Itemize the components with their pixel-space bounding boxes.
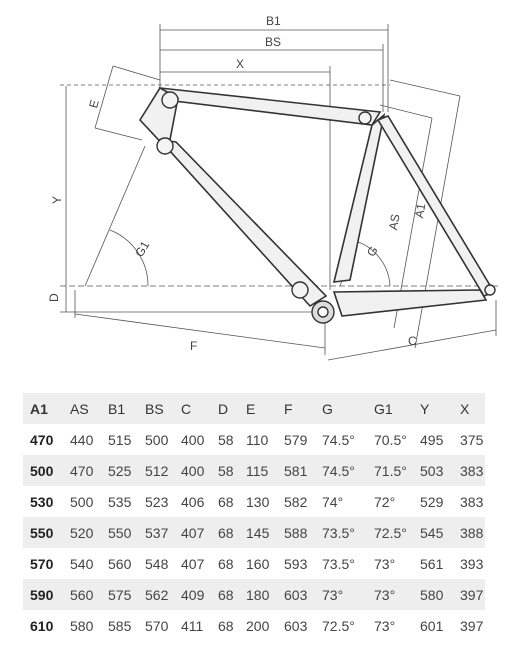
table-cell: 529 xyxy=(420,493,444,510)
table-cell: 145 xyxy=(239,517,277,548)
size-cell: 530 xyxy=(30,493,54,510)
header-cell: D xyxy=(211,393,239,424)
label-g1: G1 xyxy=(132,238,153,260)
header-cell: BS xyxy=(138,393,174,424)
table-cell: 575 xyxy=(101,579,138,610)
table-row xyxy=(23,455,485,486)
table-cell: 58 xyxy=(211,455,239,486)
header-cell: G xyxy=(315,393,367,424)
table-cell: 68 xyxy=(218,617,234,634)
table-cell: 73.5° xyxy=(322,555,355,572)
table-cell: 579 xyxy=(284,431,308,448)
table-cell: 383 xyxy=(460,493,484,510)
table-cell: 580 xyxy=(70,617,94,634)
label-f: F xyxy=(190,339,198,353)
label-g: G xyxy=(363,243,381,259)
size-cell: 470 xyxy=(30,431,54,448)
table-cell: 58 xyxy=(218,431,234,448)
table-cell: 383 xyxy=(453,455,485,486)
table-cell: 73° xyxy=(374,617,396,634)
table-cell: 495 xyxy=(420,431,444,448)
table-cell: 500 xyxy=(145,431,169,448)
table-cell: 411 xyxy=(181,617,204,634)
table-cell: 603 xyxy=(284,617,308,634)
table-cell: 520 xyxy=(63,517,101,548)
table-cell: 603 xyxy=(277,579,315,610)
table-cell: 397 xyxy=(453,579,485,610)
table-cell: 68 xyxy=(218,493,234,510)
table-cell: 68 xyxy=(218,555,234,572)
table-cell: 400 xyxy=(174,455,211,486)
table-row xyxy=(23,548,485,579)
size-cell: 500 xyxy=(23,455,63,486)
label-e: E xyxy=(86,98,102,110)
header-cell: Y xyxy=(413,393,453,424)
table-cell: 548 xyxy=(145,555,169,572)
table-cell: 593 xyxy=(284,555,308,572)
table-cell: 400 xyxy=(181,431,205,448)
table-cell: 512 xyxy=(138,455,174,486)
table-cell: 560 xyxy=(108,555,132,572)
table-cell: 130 xyxy=(246,493,270,510)
size-cell: 590 xyxy=(23,579,63,610)
table-cell: 73° xyxy=(315,579,367,610)
table-cell: 588 xyxy=(277,517,315,548)
table-cell: 68 xyxy=(211,517,239,548)
table-cell: 375 xyxy=(460,431,484,448)
table-cell: 68 xyxy=(211,579,239,610)
table-header-row xyxy=(23,393,485,424)
table-cell: 601 xyxy=(420,617,444,634)
table-cell: 388 xyxy=(453,517,485,548)
table-cell: 70.5° xyxy=(374,431,407,448)
table-cell: 540 xyxy=(70,555,94,572)
size-cell: 610 xyxy=(30,617,54,634)
table-cell: 393 xyxy=(460,555,484,572)
label-c: C xyxy=(408,334,417,348)
header-cell: E xyxy=(239,393,277,424)
table-row xyxy=(23,486,485,517)
table-cell: 537 xyxy=(138,517,174,548)
label-d: D xyxy=(47,293,61,302)
table-cell: 570 xyxy=(145,617,169,634)
header-cell: G1 xyxy=(367,393,413,424)
table-cell: 535 xyxy=(108,493,132,510)
table-cell: 407 xyxy=(174,517,211,548)
table-row xyxy=(23,517,485,548)
table-cell: 525 xyxy=(101,455,138,486)
label-as: AS xyxy=(386,212,403,232)
table-cell: 545 xyxy=(413,517,453,548)
table-cell: 74.5° xyxy=(322,431,355,448)
table-cell: 407 xyxy=(181,555,205,572)
label-y: Y xyxy=(50,195,64,204)
table-cell: 503 xyxy=(413,455,453,486)
size-cell: 550 xyxy=(23,517,63,548)
table-cell: 74° xyxy=(322,493,344,510)
table-cell: 440 xyxy=(70,431,94,448)
table-cell: 515 xyxy=(108,431,132,448)
table-cell: 562 xyxy=(138,579,174,610)
table-cell: 74.5° xyxy=(315,455,367,486)
header-cell: C xyxy=(174,393,211,424)
table-cell: 580 xyxy=(413,579,453,610)
table-cell: 160 xyxy=(246,555,270,572)
header-cell: A1 xyxy=(23,393,63,424)
size-cell: 570 xyxy=(30,555,54,572)
table-cell: 73° xyxy=(367,579,413,610)
table-cell: 500 xyxy=(70,493,94,510)
table-cell: 73° xyxy=(374,555,396,572)
table-cell: 180 xyxy=(239,579,277,610)
table-cell: 561 xyxy=(420,555,444,572)
table-cell: 200 xyxy=(246,617,270,634)
label-b1: B1 xyxy=(266,14,281,28)
table-cell: 560 xyxy=(63,579,101,610)
table-cell: 581 xyxy=(277,455,315,486)
header-cell: X xyxy=(453,393,485,424)
label-a1: A1 xyxy=(412,202,429,220)
geometry-table xyxy=(23,393,485,641)
table-cell: 585 xyxy=(108,617,132,634)
table-cell: 71.5° xyxy=(367,455,413,486)
table-cell: 72° xyxy=(374,493,396,510)
header-cell: B1 xyxy=(101,393,138,424)
header-cell: AS xyxy=(63,393,101,424)
table-cell: 72.5° xyxy=(322,617,355,634)
table-cell: 397 xyxy=(460,617,484,634)
label-x: X xyxy=(236,57,245,71)
table-cell: 115 xyxy=(239,455,277,486)
table-row xyxy=(23,579,485,610)
table-cell: 72.5° xyxy=(367,517,413,548)
table-cell: 523 xyxy=(145,493,169,510)
table-row xyxy=(23,424,485,455)
table-row xyxy=(23,610,485,641)
header-cell: F xyxy=(277,393,315,424)
table-cell: 470 xyxy=(63,455,101,486)
table-cell: 73.5° xyxy=(315,517,367,548)
label-bs: BS xyxy=(265,35,282,49)
table-cell: 582 xyxy=(284,493,308,510)
table-cell: 110 xyxy=(246,431,269,448)
table-cell: 406 xyxy=(181,493,205,510)
table-cell: 409 xyxy=(174,579,211,610)
table-cell: 550 xyxy=(101,517,138,548)
